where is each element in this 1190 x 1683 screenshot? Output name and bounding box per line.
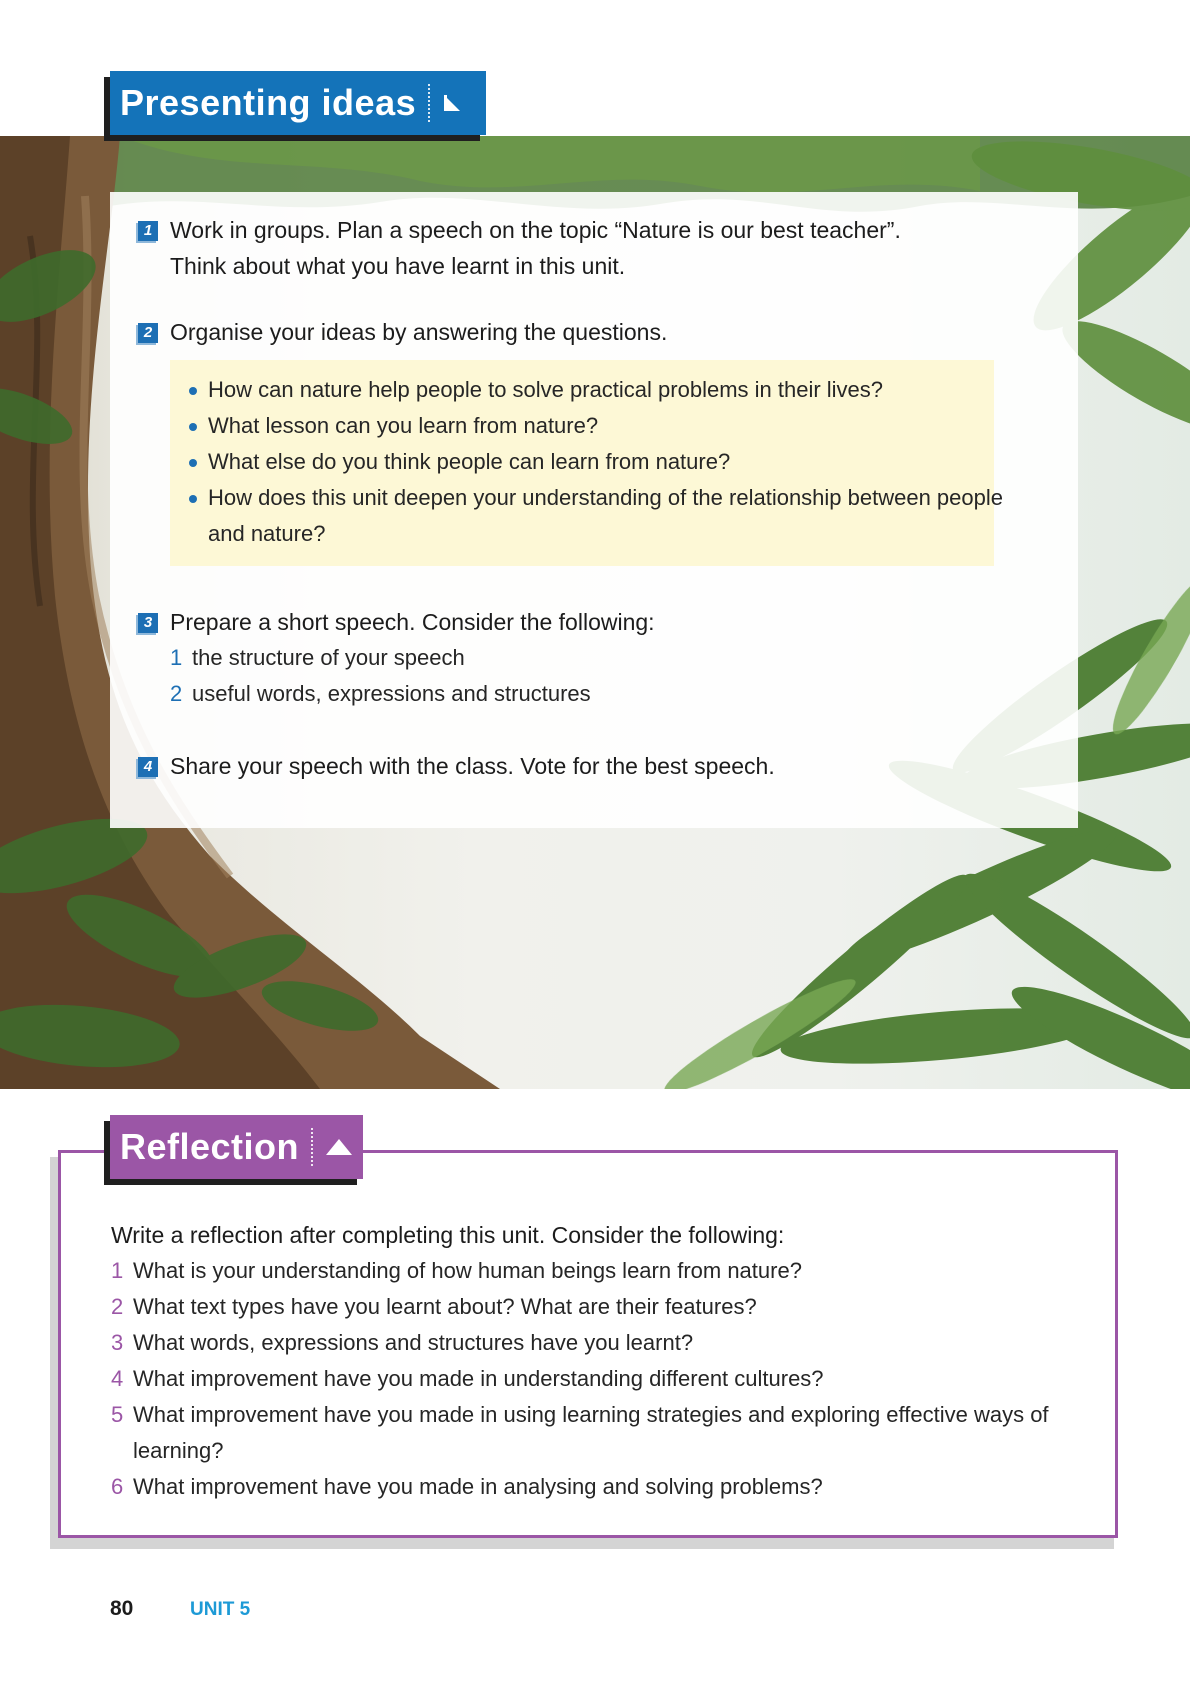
task-number-badge: 4 — [138, 757, 158, 777]
presenting-ideas-title: Presenting ideas — [120, 82, 417, 123]
task-text: Prepare a short speech. Consider the following: — [170, 609, 655, 635]
question-text: What text types have you learnt about? What are their features? — [133, 1294, 757, 1319]
reflection-question-list — [111, 1253, 1051, 1505]
reflection-title: Reflection — [120, 1126, 300, 1167]
question-item: How can nature help people to solve practical problems in their lives? — [170, 372, 1008, 408]
triangle-corner-icon — [442, 93, 462, 113]
question-text: What is your understanding of how human beings learn from nature? — [133, 1258, 802, 1283]
task-number-badge: 3 — [138, 613, 158, 633]
task-text: Share your speech with the class. Vote for the best speech. — [170, 753, 775, 779]
question-number: 6 — [111, 1474, 124, 1499]
consideration-number: 1 — [170, 645, 183, 670]
reflection-box — [58, 1150, 1118, 1538]
reflection-intro: Write a reflection after completing this unit. Consider the following: — [111, 1222, 785, 1248]
question-text: What improvement have you made in understanding different cultures? — [133, 1366, 824, 1391]
task-1 — [138, 212, 901, 284]
page-number: 80 — [110, 1597, 134, 1620]
reflection-question — [111, 1325, 1051, 1361]
question-panel — [170, 360, 1003, 566]
question-number: 5 — [111, 1402, 124, 1427]
reflection-heading — [110, 1115, 363, 1179]
task-text: Think about what you have learnt in this unit. — [170, 253, 626, 279]
question-item: What lesson can you learn from nature? — [170, 408, 1008, 444]
consideration-text: useful words, expressions and structures — [192, 681, 591, 706]
question-number: 2 — [111, 1294, 124, 1319]
task-2 — [138, 314, 667, 350]
triangle-up-icon — [325, 1138, 353, 1156]
presenting-ideas-card — [110, 192, 1078, 828]
question-item: How does this unit deepen your understanding of the relationship between people and nature? — [170, 480, 1008, 552]
question-number: 4 — [111, 1366, 124, 1391]
reflection-question — [111, 1289, 1051, 1325]
question-text: What improvement have you made in analysing and solving problems? — [133, 1474, 823, 1499]
consideration-item — [170, 640, 465, 676]
consideration-text: the structure of your speech — [192, 645, 465, 670]
reflection-question — [111, 1253, 1051, 1289]
task-text: Organise your ideas by answering the questions. — [170, 319, 668, 345]
reflection-question — [111, 1361, 1051, 1397]
task-4 — [138, 748, 775, 784]
consideration-item — [170, 676, 591, 712]
reflection-question — [111, 1469, 1051, 1505]
task-number-badge: 1 — [138, 221, 158, 241]
question-text: What improvement have you made in using learning strategies and exploring effective ways of learning? — [133, 1402, 1049, 1463]
task-text: Work in groups. Plan a speech on the topic “Nature is our best teacher”. — [170, 217, 901, 243]
question-item: What else do you think people can learn from nature? — [170, 444, 1008, 480]
question-number: 3 — [111, 1330, 124, 1355]
heading-divider — [311, 1128, 313, 1166]
question-text: What words, expressions and structures have you learnt? — [133, 1330, 694, 1355]
task-number-badge: 2 — [138, 323, 158, 343]
task-3 — [138, 604, 655, 640]
unit-label: UNIT 5 — [190, 1599, 251, 1620]
consideration-number: 2 — [170, 681, 183, 706]
heading-divider — [428, 84, 430, 122]
presenting-ideas-heading — [110, 71, 486, 135]
question-number: 1 — [111, 1258, 124, 1283]
reflection-question — [111, 1397, 1051, 1469]
